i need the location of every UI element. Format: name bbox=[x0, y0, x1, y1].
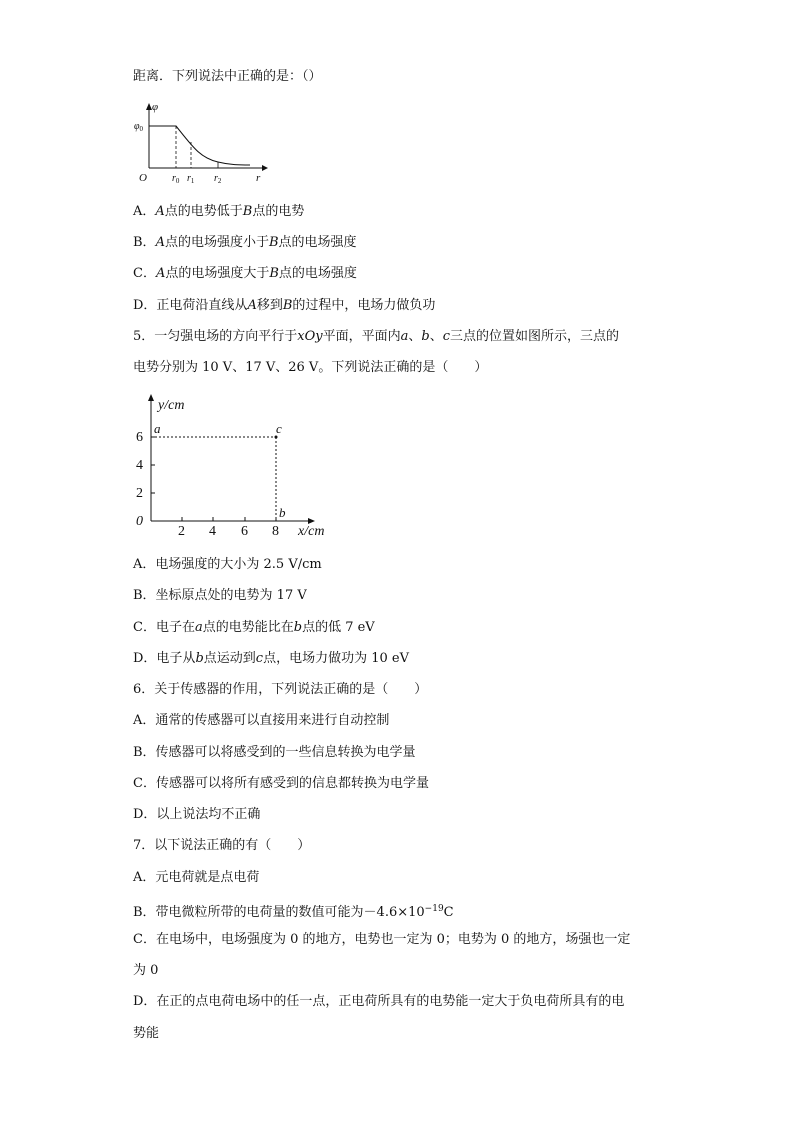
origin-label: O bbox=[139, 172, 147, 184]
x-tick-2: 2 bbox=[178, 524, 185, 539]
q4-option-a: A．A点的电势低于B点的电势 bbox=[133, 204, 305, 219]
y-tick-6: 6 bbox=[136, 430, 143, 445]
y-tick-2: 2 bbox=[136, 486, 143, 501]
q5-option-b: B．坐标原点处的电势为 17 V bbox=[133, 588, 307, 603]
point-a-label: a bbox=[154, 421, 161, 436]
point-c-label: c bbox=[276, 421, 282, 436]
q7-option-d-line-1: D．在正的点电荷电场中的任一点，正电荷所具有的电势能一定大于负电荷所具有的电 bbox=[133, 994, 625, 1009]
x-tick-8: 8 bbox=[272, 524, 279, 539]
q5-option-d: D．电子从b点运动到c点，电场力做功为 10 eV bbox=[133, 651, 409, 666]
r1-label: $r_1$ bbox=[187, 173, 195, 185]
q5-option-c: C．电子在a点的电势能比在b点的低 7 eV bbox=[133, 620, 375, 635]
q4-option-b: B．A点的电场强度小于B点的电场强度 bbox=[133, 235, 357, 250]
point-b-label: b bbox=[279, 505, 286, 520]
q7-option-b: B．带电微粒所带的电荷量的数值可能为$-4.6\times 10^{-19}C$ bbox=[133, 904, 454, 920]
q5-option-a: A．电场强度的大小为 2.5 V/cm bbox=[133, 557, 322, 572]
q5-stem-line-2: 电势分别为 10 V、17 V、26 V。下列说法正确的是（ ） bbox=[133, 360, 488, 375]
y-axis-label: y/cm bbox=[158, 398, 185, 413]
y-tick-4: 4 bbox=[136, 458, 143, 473]
q6-option-a: A．通常的传感器可以直接用来进行自动控制 bbox=[133, 713, 390, 728]
q6-stem: 6．关于传感器的作用，下列说法正确的是（ ） bbox=[133, 682, 428, 697]
q4-option-c: C．A点的电场强度大于B点的电场强度 bbox=[133, 266, 357, 281]
x-tick-4: 4 bbox=[209, 524, 216, 539]
question-4-stem-tail: 距离．下列说法中正确的是：（） bbox=[133, 69, 322, 84]
r2-label: $r_2$ bbox=[214, 173, 222, 185]
r0-label: $r_0$ bbox=[172, 173, 180, 185]
x-axis-label: x/cm bbox=[298, 524, 325, 539]
q6-option-c: C．传感器可以将所有感受到的信息都转换为电学量 bbox=[133, 776, 429, 791]
phi-axis-label: φ bbox=[152, 101, 159, 113]
x-tick-6: 6 bbox=[241, 524, 248, 539]
r-axis-label: r bbox=[256, 172, 261, 184]
q7-option-d-line-2: 势能 bbox=[133, 1026, 160, 1041]
q6-option-b: B．传感器可以将感受到的一些信息转换为电学量 bbox=[133, 745, 416, 760]
origin-label: 0 bbox=[136, 514, 143, 529]
q7-stem: 7．以下说法正确的有（ ） bbox=[133, 838, 311, 853]
potential-curve bbox=[149, 126, 250, 165]
q7-option-c-line-1: C．在电场中，电场强度为 0 的地方，电势也一定为 0；电势为 0 的地方，场强也一定 bbox=[133, 932, 631, 947]
q4-option-d: D．正电荷沿直线从A移到B的过程中，电场力做负功 bbox=[133, 298, 436, 313]
q6-option-d: D．以上说法均不正确 bbox=[133, 807, 261, 822]
phi0-label: $\varphi_0$ bbox=[134, 121, 144, 133]
potential-graph-figure bbox=[128, 98, 268, 188]
q7-option-c-line-2: 为 0 bbox=[133, 963, 159, 978]
q5-stem-line-1: 5．一匀强电场的方向平行于xOy平面，平面内a、b、c三点的位置如图所示，三点的 bbox=[133, 329, 620, 344]
coordinate-figure bbox=[130, 393, 335, 543]
q7-option-a: A．元电荷就是点电荷 bbox=[133, 870, 260, 885]
